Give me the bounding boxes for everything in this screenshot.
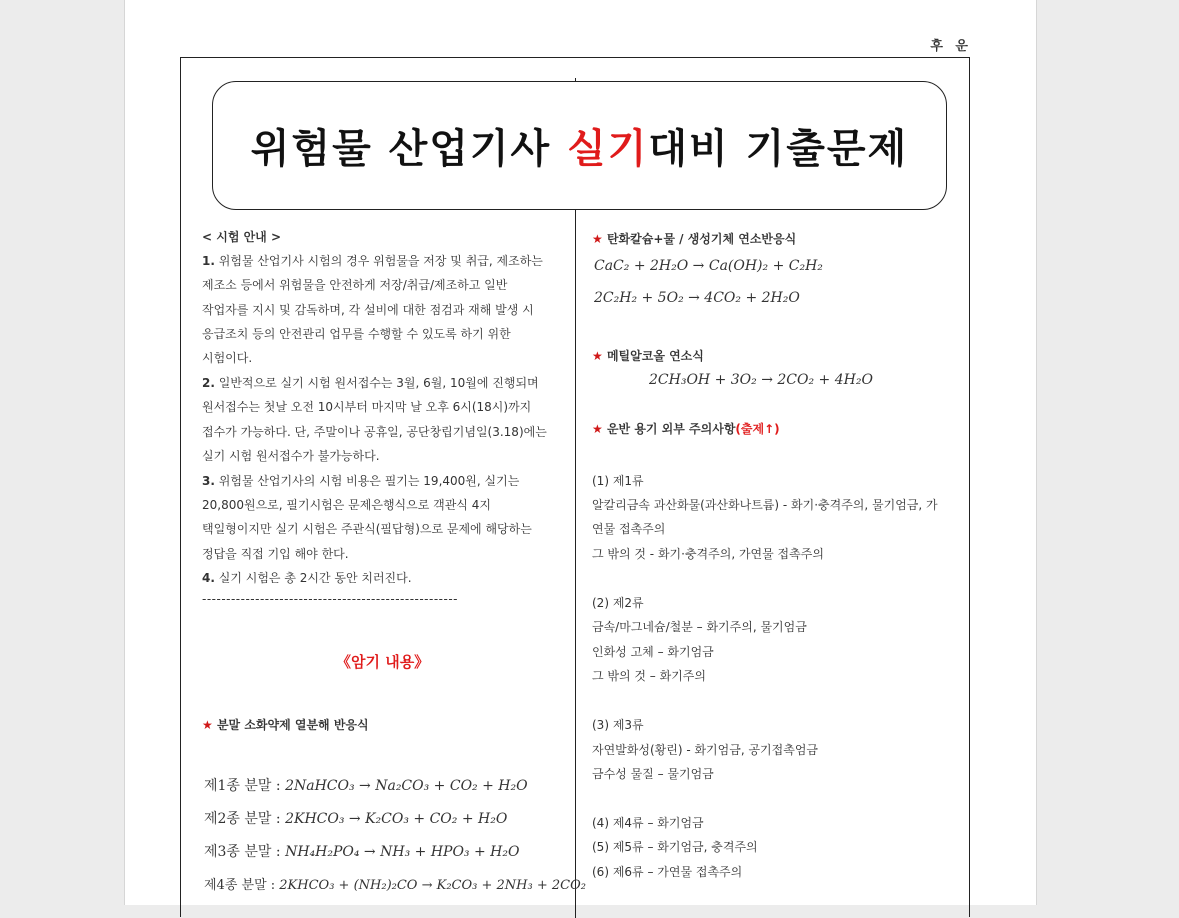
equation-acetylene: 2C₂H₂ + 5O₂ → 4CO₂ + 2H₂O	[594, 290, 800, 306]
section-heading	[202, 716, 369, 733]
item-text: 일반적으로 실기 시험 원서접수는 3월, 6월, 10월에 진행되며	[218, 376, 539, 390]
rule-line: 그 밖의 것 - 화기·충격주의, 가연물 접촉주의	[592, 547, 824, 561]
title-box	[212, 81, 947, 210]
equation-powder-4	[204, 874, 586, 893]
rule-line: 알칼리금속 과산화물(과산화나트륨) - 화기·충격주의, 물기엄금, 가	[592, 498, 938, 512]
item-num: 3.	[202, 474, 215, 488]
page-title	[251, 117, 908, 174]
rule-line: (5) 제5류 – 화기엄금, 충격주의	[592, 840, 758, 854]
item-text: 실기 시험은 총 2시간 동안 치러진다.	[218, 571, 412, 585]
rule-line: 금수성 물질 – 물기엄금	[592, 767, 714, 781]
eq-label: 제4종 분말 :	[204, 878, 280, 893]
equation-calcium-carbide: CaC₂ + 2H₂O → Ca(OH)₂ + C₂H₂	[594, 258, 823, 274]
notice-line: 20,800원으로, 필기시험은 문제은행식으로 객관식 4지	[202, 498, 491, 512]
title-part2: 대비 기출문제	[648, 126, 909, 172]
eq-label: 제1종 분말 :	[204, 778, 286, 794]
star-icon: ★	[592, 422, 603, 436]
section-label: 분말 소화약제 열분해 반응식	[216, 718, 369, 732]
title-part1: 위험물 산업기사	[250, 126, 568, 172]
section-label: 운반 용기 외부 주의사항	[606, 422, 736, 436]
notice-line: 작업자를 지시 및 감독하며, 각 설비에 대한 점검과 재해 발생 시	[202, 303, 534, 317]
rule-line: (6) 제6류 – 가연물 접촉주의	[592, 865, 743, 879]
section-heading	[592, 347, 704, 364]
notice-line	[202, 374, 539, 391]
section-highlight: (출제↑)	[735, 422, 780, 436]
memo-heading: 《암기 내용》	[336, 653, 430, 671]
document-page	[124, 0, 1037, 905]
section-heading	[592, 420, 780, 437]
notice-line: 실기 시험 원서접수가 불가능하다.	[202, 449, 380, 463]
notice-line: 시험이다.	[202, 351, 253, 365]
notice-line	[202, 569, 412, 586]
equation-powder-3	[204, 841, 519, 861]
title-highlight: 실기	[567, 126, 649, 172]
notice-line: 원서접수는 첫날 오전 10시부터 마지막 날 오후 6시(18시)까지	[202, 400, 532, 414]
eq-formula: 2NaHCO₃ → Na₂CO₃ + CO₂ + H₂O	[285, 778, 528, 794]
rule-line: (1) 제1류	[592, 474, 644, 488]
notice-line	[202, 252, 543, 269]
rule-line: (3) 제3류	[592, 718, 644, 732]
item-num: 4.	[202, 571, 215, 585]
equation-powder-2	[204, 808, 507, 828]
notice-line: 제조소 등에서 위험물을 안전하게 저장/취급/제조하고 일반	[202, 278, 508, 292]
rule-line: 자연발화성(황린) - 화기엄금, 공기접촉엄금	[592, 743, 819, 757]
rule-line: (2) 제2류	[592, 596, 644, 610]
equation-methanol: 2CH₃OH + 3O₂ → 2CO₂ + 4H₂O	[649, 372, 873, 388]
header-author: 후 운	[930, 39, 972, 54]
item-text: 위험물 산업기사 시험의 경우 위험물을 저장 및 취급, 제조하는	[218, 254, 543, 268]
rule-line: 인화성 고체 – 화기엄금	[592, 645, 714, 659]
notice-title: < 시험 안내 >	[202, 230, 282, 244]
notice-line: 정답을 직접 기입 해야 한다.	[202, 547, 349, 561]
notice-line	[202, 472, 519, 489]
star-icon: ★	[592, 349, 603, 363]
eq-formula: 2KHCO₃ → K₂CO₃ + CO₂ + H₂O	[285, 811, 508, 827]
eq-formula: NH₄H₂PO₄ → NH₃ + HPO₃ + H₂O	[285, 844, 520, 860]
rule-line: 그 밖의 것 – 화기주의	[592, 669, 706, 683]
star-icon: ★	[592, 232, 603, 246]
notice-line: 택일형이지만 실기 시험은 주관식(필답형)으로 문제에 해당하는	[202, 522, 532, 536]
rule-line: (4) 제4류 – 화기엄금	[592, 816, 704, 830]
item-text: 위험물 산업기사의 시험 비용은 필기는 19,400원, 실기는	[218, 474, 520, 488]
section-heading	[592, 230, 796, 247]
equation-powder-1	[204, 775, 528, 795]
eq-label: 제3종 분말 :	[204, 844, 286, 860]
section-label: 메틸알코올 연소식	[606, 349, 704, 363]
section-label: 탄화칼슘+물 / 생성기체 연소반응식	[606, 232, 797, 246]
star-icon: ★	[202, 718, 213, 732]
notice-line: 접수가 가능하다. 단, 주말이나 공휴일, 공단창립기념일(3.18)에는	[202, 425, 547, 439]
notice-line: 응급조치 등의 안전관리 업무를 수행할 수 있도록 하기 위한	[202, 327, 511, 341]
item-num: 1.	[202, 254, 215, 268]
rule-line: 연물 접촉주의	[592, 522, 666, 536]
eq-label: 제2종 분말 :	[204, 811, 286, 827]
item-num: 2.	[202, 376, 215, 390]
rule-line: 금속/마그네슘/철분 – 화기주의, 물기엄금	[592, 620, 807, 634]
dash-separator: -----------------------------------------------------	[202, 592, 458, 606]
eq-formula: 2KHCO₃ + (NH₂)₂CO → K₂CO₃ + 2NH₃ + 2CO₂	[279, 878, 586, 893]
